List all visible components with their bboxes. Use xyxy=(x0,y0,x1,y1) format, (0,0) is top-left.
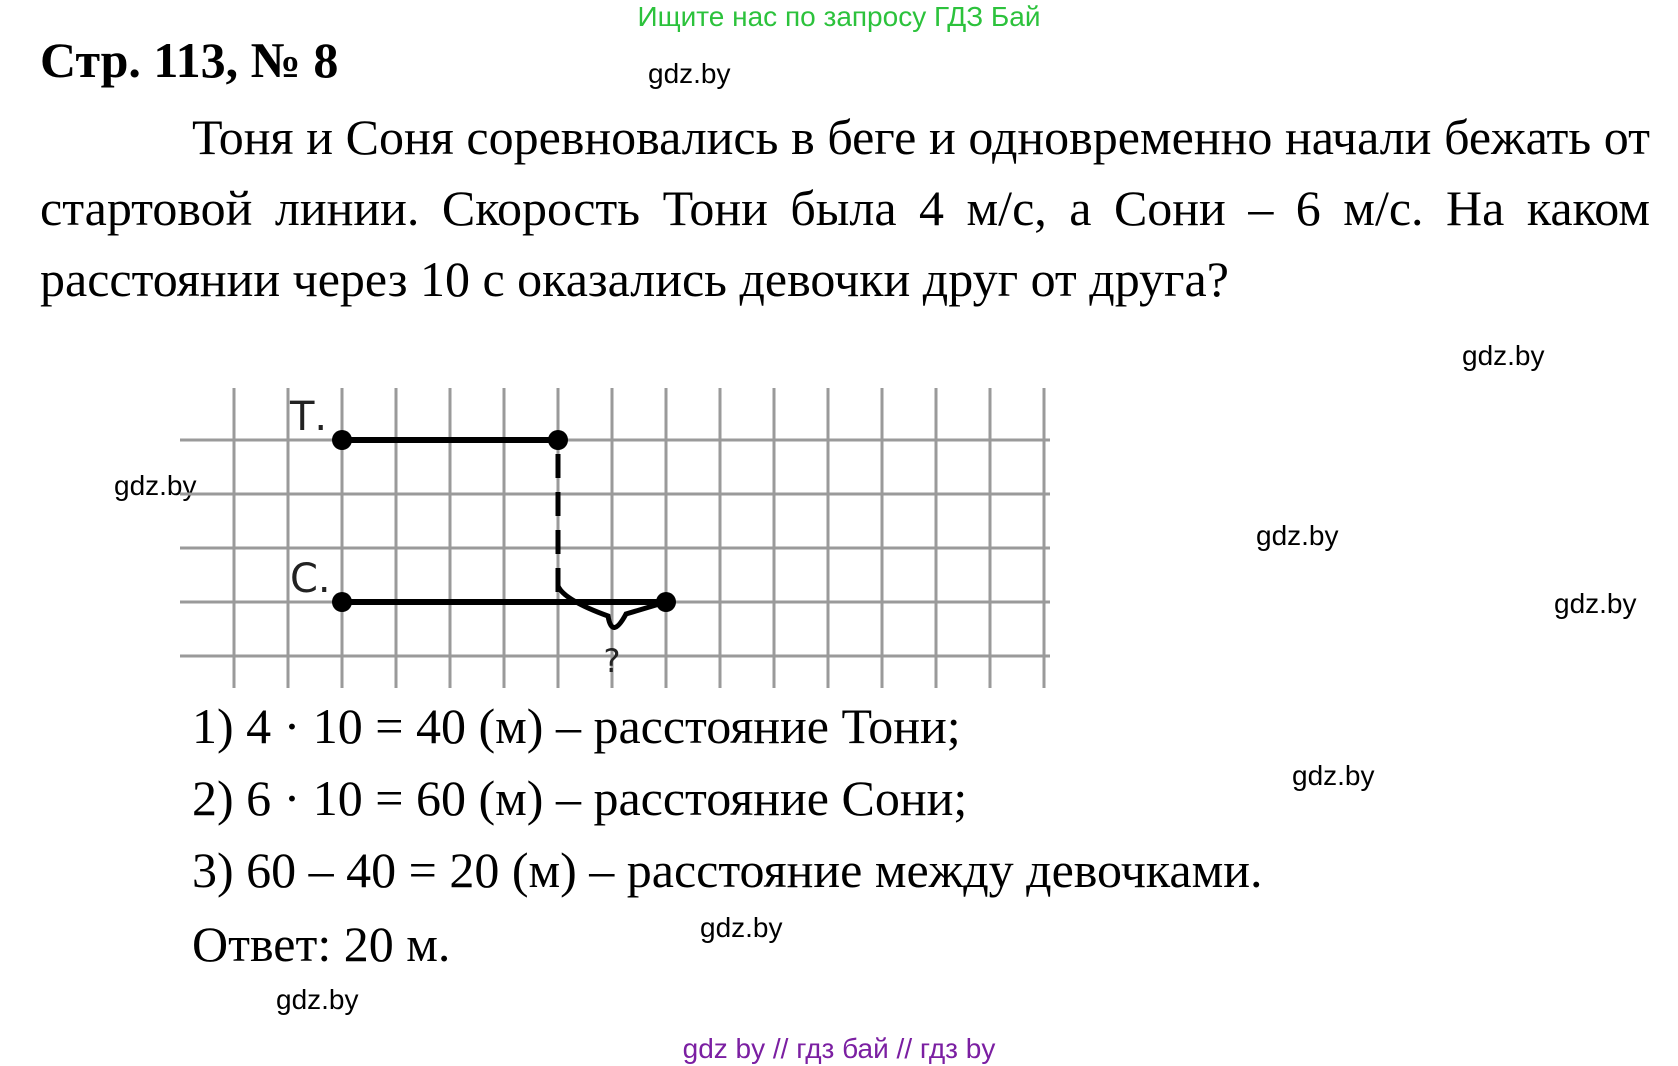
solution-step-1: 1) 4 · 10 = 40 (м) – расстояние Тони; xyxy=(192,698,961,754)
sonya-start-dot xyxy=(332,592,352,612)
watermark: gdz.by xyxy=(1554,588,1637,619)
watermark: gdz.by xyxy=(1292,760,1375,791)
solution-step-2: 2) 6 · 10 = 60 (м) – расстояние Сони; xyxy=(192,770,968,826)
tonya-start-dot xyxy=(332,430,352,450)
problem-text-body: Тоня и Соня соревновались в беге и одновременно начали бежать от стартовой линии. Скорость Тони была 4 м/с, а Сони – 6 м/с. На каком расстоянии через 10 с оказались девочки друг от друга? xyxy=(40,109,1650,307)
page-heading: Стр. 113, № 8 xyxy=(40,32,339,88)
tonya-end-dot xyxy=(548,430,568,450)
label-tonya: Т. xyxy=(290,394,328,440)
watermark: gdz.by xyxy=(700,912,783,943)
watermark: gdz.by xyxy=(114,470,197,501)
answer-line: Ответ: 20 м. xyxy=(192,916,451,972)
watermark: gdz.by xyxy=(648,58,731,89)
search-banner: Ищите нас по запросу ГДЗ Бай xyxy=(637,1,1041,32)
distance-diagram xyxy=(180,388,1060,700)
solution-step-3: 3) 60 – 40 = 20 (м) – расстояние между девочками. xyxy=(192,842,1263,898)
watermark: gdz.by xyxy=(1462,340,1545,371)
problem-text xyxy=(40,102,1650,315)
watermark: gdz.by xyxy=(276,984,359,1015)
watermark: gdz.by xyxy=(1256,520,1339,551)
question-mark: ? xyxy=(603,642,621,680)
footer-links: gdz by // гдз бай // гдз by xyxy=(682,1033,996,1064)
label-sonya: С. xyxy=(290,556,331,602)
